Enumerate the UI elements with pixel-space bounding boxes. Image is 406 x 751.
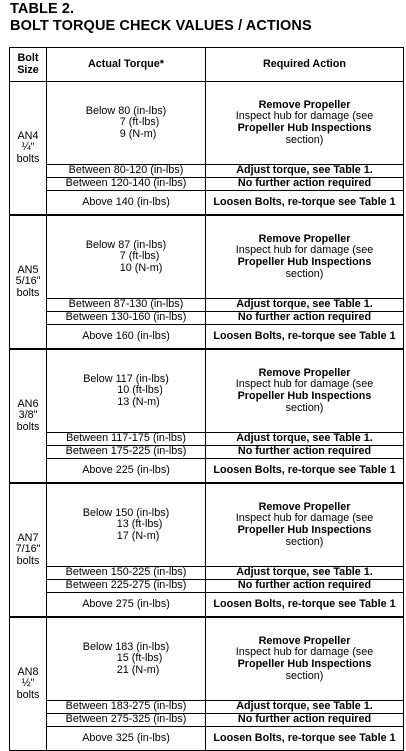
table-row (10, 446, 404, 459)
header-row (10, 48, 404, 82)
bolt-size-cell (10, 349, 47, 483)
below-nm: 17 (N-m) (116, 529, 160, 542)
no-further-action-cell: No further action required (206, 714, 404, 727)
hub-inspections-text: Propeller Hub Inspections (237, 524, 372, 536)
remove-propeller-text: Remove Propeller (258, 634, 351, 647)
remove-action-cell (206, 82, 404, 165)
remove-action-cell (206, 215, 404, 299)
table-row (10, 325, 404, 350)
section-text: section) (285, 535, 324, 548)
remove-propeller-text: Remove Propeller (258, 366, 351, 379)
between-adjust-cell: Between 183-275 (in-lbs) (47, 701, 206, 714)
table-row (10, 459, 404, 484)
below-ftlbs: 15 (ft-lbs) (116, 652, 163, 665)
bolt-size-diameter: 5/16" (15, 275, 41, 288)
bolt-size-diameter: 3/8" (18, 409, 38, 422)
header-required-action: Required Action (206, 48, 404, 82)
table-row (10, 483, 404, 567)
below-inlbs: Below 183 (in-lbs) (82, 640, 170, 653)
bolt-size-cell (10, 483, 47, 617)
bolt-size-unit: bolts (16, 286, 40, 299)
loosen-action-cell: Loosen Bolts, re-torque see Table 1 (206, 191, 404, 216)
table-row (10, 312, 404, 325)
table-row (10, 580, 404, 593)
table-row (10, 727, 404, 751)
table-row (10, 714, 404, 727)
no-further-action-cell: No further action required (206, 580, 404, 593)
bolt-size-cell (10, 82, 47, 216)
bolt-torque-table (9, 47, 404, 751)
remove-propeller-text: Remove Propeller (258, 500, 351, 513)
below-torque-cell (47, 82, 206, 165)
bolt-size-cell (10, 215, 47, 349)
section-text: section) (285, 133, 324, 146)
below-ftlbs: 13 (ft-lbs) (116, 518, 163, 531)
table-row (10, 617, 404, 701)
above-torque-cell: Above 275 (in-lbs) (47, 593, 206, 618)
table-row (10, 567, 404, 580)
below-inlbs: Below 117 (in-lbs) (83, 372, 169, 385)
table-row (10, 82, 404, 165)
loosen-action-cell: Loosen Bolts, re-torque see Table 1 (206, 459, 404, 484)
between-ok-cell: Between 225-275 (in-lbs) (47, 580, 206, 593)
hub-inspections-text: Propeller Hub Inspections (237, 390, 372, 402)
bolt-size-unit: bolts (16, 420, 40, 433)
bolt-size-unit: bolts (16, 554, 40, 567)
below-inlbs: Below 80 (in-lbs) (85, 104, 167, 117)
bolt-size-code: AN4 (17, 129, 39, 142)
below-torque-cell (47, 483, 206, 567)
table-body (10, 82, 404, 751)
remove-propeller-text: Remove Propeller (258, 232, 351, 245)
hub-inspections-text: Propeller Hub Inspections (237, 256, 372, 268)
table-row (10, 349, 404, 433)
between-adjust-cell: Between 80-120 (in-lbs) (47, 165, 206, 178)
bolt-size-diameter: ½" (21, 677, 35, 690)
between-ok-cell: Between 130-160 (in-lbs) (47, 312, 206, 325)
below-ftlbs: 7 (ft-lbs) (119, 116, 160, 129)
remove-action-cell (206, 349, 404, 433)
table-row (10, 299, 404, 312)
bolt-size-diameter: ¼" (21, 141, 35, 154)
above-torque-cell: Above 140 (in-lbs) (47, 191, 206, 216)
bolt-size-code: AN7 (17, 531, 39, 544)
inspect-hub-text: Inspect hub for damage (see (235, 244, 374, 257)
bolt-size-unit: bolts (16, 152, 40, 165)
bolt-size-code: AN8 (17, 665, 39, 678)
loosen-action-cell: Loosen Bolts, re-torque see Table 1 (206, 727, 404, 751)
below-inlbs: Below 87 (in-lbs) (85, 238, 167, 251)
bolt-size-code: AN5 (17, 263, 39, 276)
adjust-action-cell: Adjust torque, see Table 1. (206, 299, 404, 312)
inspect-hub-text: Inspect hub for damage (see (235, 110, 374, 123)
bolt-size-code: AN6 (17, 397, 39, 410)
below-ftlbs: 7 (ft-lbs) (119, 250, 160, 263)
title-block (10, 1, 312, 35)
no-further-action-cell: No further action required (206, 178, 404, 191)
below-ftlbs: 10 (ft-lbs) (117, 384, 163, 397)
bolt-size-cell (10, 617, 47, 751)
table-row (10, 165, 404, 178)
between-ok-cell: Between 175-225 (in-lbs) (47, 446, 206, 459)
adjust-action-cell: Adjust torque, see Table 1. (206, 165, 404, 178)
table-row (10, 701, 404, 714)
loosen-action-cell: Loosen Bolts, re-torque see Table 1 (206, 593, 404, 618)
remove-action-cell (206, 483, 404, 567)
below-torque-cell (47, 349, 206, 433)
above-torque-cell: Above 225 (in-lbs) (47, 459, 206, 484)
loosen-action-cell: Loosen Bolts, re-torque see Table 1 (206, 325, 404, 350)
between-adjust-cell: Between 87-130 (in-lbs) (47, 299, 206, 312)
below-nm: 21 (N-m) (116, 663, 160, 676)
below-torque-cell (47, 617, 206, 701)
table-title: BOLT TORQUE CHECK VALUES / ACTIONS (10, 18, 312, 34)
adjust-action-cell: Adjust torque, see Table 1. (206, 433, 404, 446)
section-text: section) (285, 267, 324, 280)
adjust-action-cell: Adjust torque, see Table 1. (206, 701, 404, 714)
below-nm: 13 (N-m) (117, 395, 160, 408)
inspect-hub-text: Inspect hub for damage (see (235, 512, 374, 525)
no-further-action-cell: No further action required (206, 312, 404, 325)
header-bolt-size: Bolt Size (10, 48, 47, 82)
between-adjust-cell: Between 117-175 (in-lbs) (47, 433, 206, 446)
bolt-size-unit: bolts (16, 688, 40, 701)
between-adjust-cell: Between 150-225 (in-lbs) (47, 567, 206, 580)
hub-inspections-text: Propeller Hub Inspections (237, 122, 372, 134)
between-ok-cell: Between 275-325 (in-lbs) (47, 714, 206, 727)
below-nm: 9 (N-m) (119, 127, 157, 140)
section-text: section) (285, 401, 324, 414)
header-actual-torque: Actual Torque* (47, 48, 206, 82)
bolt-size-diameter: 7/16" (15, 543, 41, 556)
inspect-hub-text: Inspect hub for damage (see (235, 378, 374, 391)
table-number: TABLE 2. (10, 1, 75, 17)
table-row (10, 191, 404, 216)
adjust-action-cell: Adjust torque, see Table 1. (206, 567, 404, 580)
section-text: section) (285, 669, 324, 682)
remove-propeller-text: Remove Propeller (258, 98, 351, 111)
above-torque-cell: Above 160 (in-lbs) (47, 325, 206, 350)
no-further-action-cell: No further action required (206, 446, 404, 459)
above-torque-cell: Above 325 (in-lbs) (47, 727, 206, 751)
between-ok-cell: Between 120-140 (in-lbs) (47, 178, 206, 191)
table-row (10, 178, 404, 191)
table-row (10, 215, 404, 299)
table-row (10, 593, 404, 618)
below-inlbs: Below 150 (in-lbs) (82, 506, 170, 519)
inspect-hub-text: Inspect hub for damage (see (235, 646, 374, 659)
hub-inspections-text: Propeller Hub Inspections (237, 658, 372, 670)
below-nm: 10 (N-m) (119, 261, 163, 274)
table-row (10, 433, 404, 446)
below-torque-cell (47, 215, 206, 299)
remove-action-cell (206, 617, 404, 701)
